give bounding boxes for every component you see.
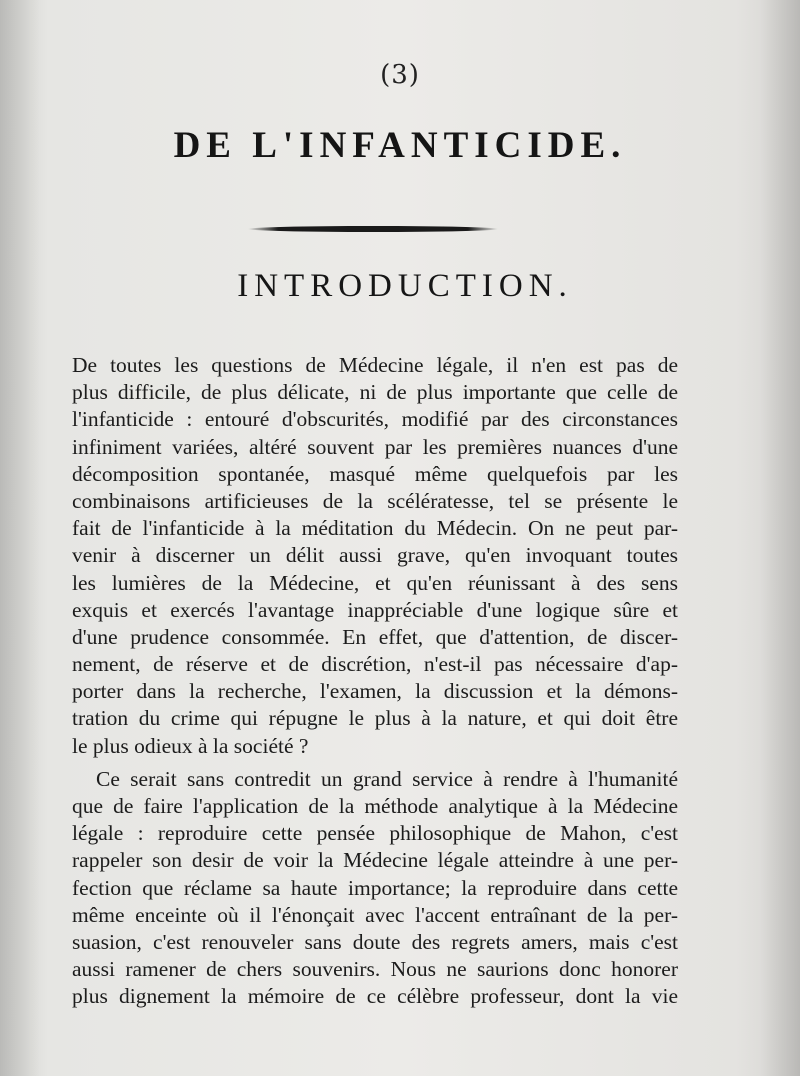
- text-line: légale : reproduire cette pensée philosophique de Mahon, c'est: [72, 821, 678, 846]
- body-text: [72, 352, 678, 1011]
- text-line: le plus odieux à la société ?: [72, 733, 309, 758]
- page-number: (3): [380, 60, 420, 90]
- text-line: rappeler son desir de voir la Médecine légale atteindre à une per-: [72, 848, 678, 873]
- text-line: que de faire l'application de la méthode analytique à la Médecine: [72, 794, 678, 818]
- text-line: tration du crime qui répugne le plus à la nature, et qui doit être: [72, 706, 678, 731]
- text-line: plus difficile, de plus délicate, ni de plus importante que celle de: [72, 380, 678, 405]
- text-line: nement, de réserve et de discrétion, n'est-il pas nécessaire d'ap-: [72, 652, 678, 677]
- text-line: venir à discerner un délit aussi grave, qu'en invoquant toutes: [72, 543, 678, 568]
- paragraph-1: [72, 352, 678, 760]
- text-line: plus dignement la mémoire de ce célèbre professeur, dont la vie: [72, 984, 678, 1009]
- text-line: Ce serait sans contredit un grand service à rendre à l'humanité: [96, 766, 678, 791]
- text-line: fection que réclame sa haute importance; la reproduire dans cette: [72, 875, 678, 900]
- text-line: De toutes les questions de Médecine légale, il n'en est pas de: [72, 353, 678, 377]
- text-line: les lumières de la Médecine, et qu'en réunissant à des sens: [72, 570, 678, 595]
- text-line: décomposition spontanée, masqué même quelquefois par les: [72, 461, 678, 486]
- text-line: même enceinte où il l'énonçait avec l'accent entraînant de la per-: [72, 902, 678, 927]
- text-line: infiniment variées, altéré souvent par les premières nuances d'une: [72, 434, 678, 459]
- paragraph-2: [72, 766, 678, 1011]
- text-line: d'une prudence consommée. En effet, que d'attention, de discer-: [72, 624, 678, 649]
- main-title: DE L'INFANTICIDE.: [173, 125, 627, 166]
- text-line: exquis et exercés l'avantage inappréciable d'une logique sûre et: [72, 597, 678, 622]
- text-line: suasion, c'est renouveler sans doute des regrets amers, mais c'est: [72, 929, 678, 954]
- section-title: INTRODUCTION.: [237, 268, 573, 304]
- text-line: aussi ramener de chers souvenirs. Nous ne saurions donc honorer: [72, 957, 678, 982]
- text-line: l'infanticide : entouré d'obscurités, modifié par des circonstances: [72, 407, 678, 432]
- title-divider-rule: [248, 226, 498, 232]
- text-line: porter dans la recherche, l'examen, la discussion et la démons-: [72, 679, 678, 704]
- text-line: fait de l'infanticide à la méditation du Médecin. On ne peut par-: [72, 516, 678, 541]
- text-line: combinaisons artificieuses de la scélératesse, tel se présente le: [72, 488, 678, 513]
